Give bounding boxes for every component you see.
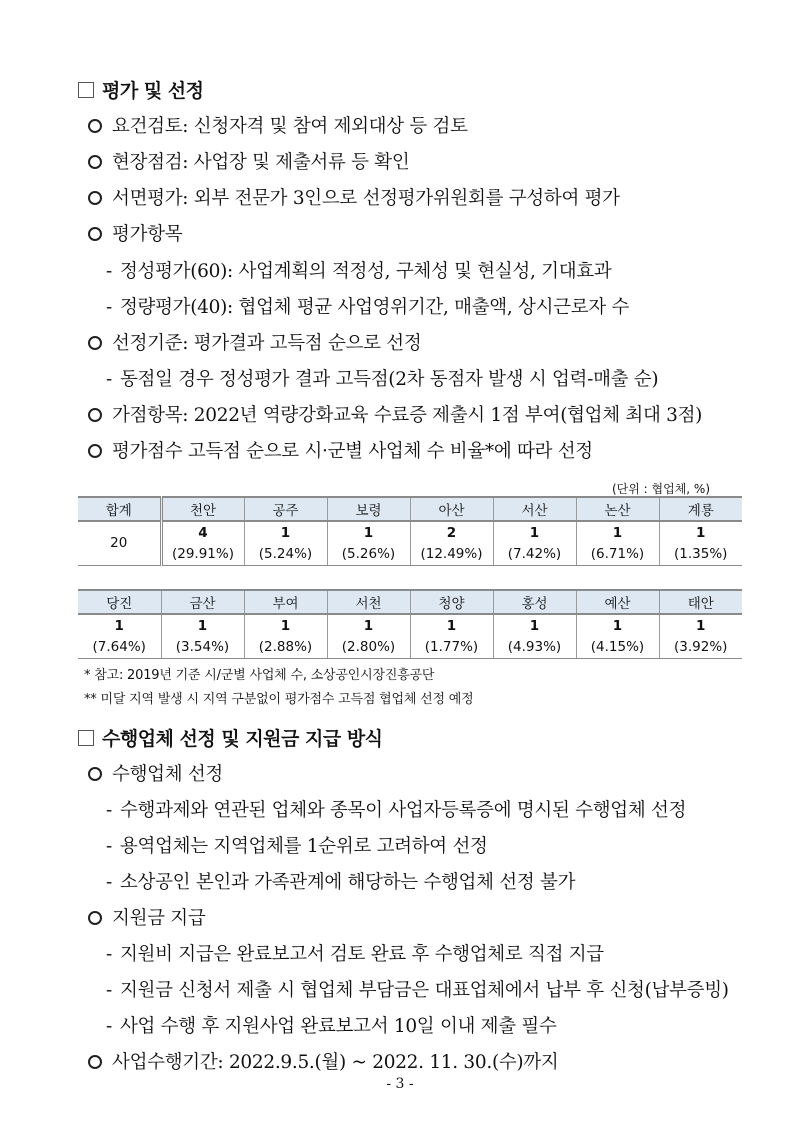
table-header-cell: 천안 [161, 497, 244, 521]
item-text: 사업수행기간: 2022.9.5.(월) ~ 2022. 11. 30.(수)까지 [112, 1052, 559, 1073]
section-title: 수행업체 선정 및 지원금 지급 방식 [102, 728, 383, 750]
item-text: 수행업체 선정 [112, 764, 224, 785]
sub-list-item [106, 1012, 557, 1038]
dash-bullet-icon: - [106, 872, 112, 893]
item-text: 용역업체는 지역업체를 1순위로 고려하여 선정 [119, 836, 488, 857]
circle-bullet-icon [88, 767, 102, 781]
item-text: 평가점수 고득점 순으로 시·군별 사업체 수 비율*에 따라 선정 [112, 441, 593, 462]
percent-cell: (6.71%) [576, 543, 659, 565]
list-item [88, 148, 409, 174]
square-bullet-icon [78, 730, 94, 746]
list-item [88, 437, 593, 463]
circle-bullet-icon [88, 155, 102, 169]
circle-bullet-icon [88, 191, 102, 205]
section-heading-contractor [78, 724, 383, 751]
count-cell: 1 [659, 521, 742, 543]
table-header-cell: 서산 [493, 497, 576, 521]
item-text: 평가항목 [112, 224, 183, 245]
percent-cell: (29.91%) [161, 543, 244, 565]
table-header-row [78, 590, 742, 614]
sub-list-item [106, 293, 629, 319]
table-unit-label: (단위 : 협업체, %) [611, 482, 710, 496]
sub-list-item [106, 976, 729, 1002]
table-header-cell: 부여 [244, 590, 327, 614]
table-header-row [78, 497, 742, 521]
table-header-cell: 논산 [576, 497, 659, 521]
dash-bullet-icon: - [106, 1016, 112, 1037]
dash-bullet-icon: - [106, 297, 112, 318]
section-heading-evaluation [78, 76, 204, 103]
circle-bullet-icon [88, 408, 102, 422]
count-cell: 1 [493, 614, 576, 636]
item-text: 사업 수행 후 지원사업 완료보고서 10일 이내 제출 필수 [119, 1016, 557, 1037]
count-cell: 1 [576, 521, 659, 543]
table-header-cell: 서천 [327, 590, 410, 614]
table-header-cell: 합계 [78, 497, 161, 521]
count-cell: 1 [493, 521, 576, 543]
table-footnote: * 참고: 2019년 기준 시/군별 사업체 수, 소상공인시장진흥공단 [84, 668, 435, 683]
list-item [88, 184, 620, 210]
item-text: 선정기준: 평가결과 고득점 순으로 선정 [112, 333, 422, 354]
table-row [78, 614, 742, 636]
circle-bullet-icon [88, 336, 102, 350]
table-header-cell: 청양 [410, 590, 493, 614]
percent-cell: (12.49%) [410, 543, 493, 565]
item-text: 정성평가(60): 사업계획의 적정성, 구체성 및 현실성, 기대효과 [119, 261, 612, 282]
dash-bullet-icon: - [106, 944, 112, 965]
table-header-cell: 홍성 [493, 590, 576, 614]
percent-cell: (5.26%) [327, 543, 410, 565]
circle-bullet-icon [88, 911, 102, 925]
percent-cell: (2.88%) [244, 636, 327, 658]
percent-cell: (4.93%) [493, 636, 576, 658]
list-item [88, 329, 421, 355]
item-text: 소상공인 본인과 가족관계에 해당하는 수행업체 선정 불가 [119, 872, 576, 893]
item-text: 수행과제와 연관된 업체와 종목이 사업자등록증에 명시된 수행업체 선정 [119, 800, 687, 821]
percent-cell: (5.24%) [244, 543, 327, 565]
count-cell: 1 [114, 617, 124, 634]
table-header-cell: 예산 [576, 590, 659, 614]
percent-cell: (1.35%) [659, 543, 742, 565]
percent-cell: (4.15%) [576, 636, 659, 658]
region-allocation-table-2 [78, 589, 742, 659]
table-header-cell: 공주 [244, 497, 327, 521]
section-title: 평가 및 선정 [102, 80, 204, 102]
circle-bullet-icon [88, 119, 102, 133]
sub-list-item [106, 365, 658, 391]
sub-list-item [106, 257, 611, 283]
item-text: 지원금 신청서 제출 시 협업체 부담금은 대표업체에서 납부 후 신청(납부증빙) [119, 980, 729, 1001]
percent-cell: (7.64%) [78, 636, 161, 658]
dash-bullet-icon: - [106, 836, 112, 857]
item-text: 지원비 지급은 완료보고서 검토 완료 후 수행업체로 직접 지급 [119, 944, 604, 965]
circle-bullet-icon [88, 227, 102, 241]
list-item [88, 401, 702, 427]
total-cell: 20 [78, 521, 161, 565]
count-cell: 1 [659, 614, 742, 636]
item-text: 요건검토: 신청자격 및 참여 제외대상 등 검토 [112, 116, 468, 137]
table-header-cell: 아산 [410, 497, 493, 521]
count-cell: 1 [327, 614, 410, 636]
percent-cell: (2.80%) [327, 636, 410, 658]
table-header-cell: 태안 [659, 590, 742, 614]
list-item [88, 112, 468, 138]
percent-cell: (1.77%) [410, 636, 493, 658]
item-text: 동점일 경우 정성평가 결과 고득점(2차 동점자 발생 시 업력-매출 순) [119, 369, 659, 390]
table-header-cell: 금산 [161, 590, 244, 614]
count-cell: 1 [327, 521, 410, 543]
dash-bullet-icon: - [106, 800, 112, 821]
item-text: 정량평가(40): 협업체 평균 사업영위기간, 매출액, 상시근로자 수 [119, 297, 630, 318]
table-footnote: ** 미달 지역 발생 시 지역 구분없이 평가점수 고득점 협업체 선정 예정 [84, 692, 474, 707]
sub-list-item [106, 868, 575, 894]
list-item [88, 904, 205, 930]
sub-list-item [106, 832, 488, 858]
item-text: 지원금 지급 [112, 908, 206, 929]
percent-cell: (3.54%) [161, 636, 244, 658]
region-allocation-table-1 [78, 496, 742, 566]
count-cell: 2 [410, 521, 493, 543]
list-item [88, 1048, 559, 1074]
table-row [78, 636, 742, 658]
table-row [78, 521, 742, 543]
sub-list-item [106, 940, 604, 966]
square-bullet-icon [78, 82, 94, 98]
dash-bullet-icon: - [106, 261, 112, 282]
count-cell: 1 [244, 521, 327, 543]
table-header-cell: 계룡 [659, 497, 742, 521]
count-cell: 1 [244, 614, 327, 636]
table-row [78, 543, 742, 565]
count-cell: 1 [576, 614, 659, 636]
count-cell: 1 [161, 614, 244, 636]
list-item [88, 220, 182, 246]
circle-bullet-icon [88, 1055, 102, 1069]
dash-bullet-icon: - [106, 369, 112, 390]
circle-bullet-icon [88, 444, 102, 458]
item-text: 현장점검: 사업장 및 제출서류 등 확인 [112, 152, 410, 173]
count-cell: 4 [161, 521, 244, 543]
sub-list-item [106, 796, 686, 822]
table-header-cell: 보령 [327, 497, 410, 521]
percent-cell: (7.42%) [493, 543, 576, 565]
item-text: 서면평가: 외부 전문가 3인으로 선정평가위원회를 구성하여 평가 [112, 188, 620, 209]
percent-cell: (3.92%) [659, 636, 742, 658]
table-header-cell: 당진 [78, 590, 161, 614]
dash-bullet-icon: - [106, 980, 112, 1001]
item-text: 가점항목: 2022년 역량강화교육 수료증 제출시 1점 부여(협업체 최대 3점) [112, 405, 703, 426]
count-cell: 1 [410, 614, 493, 636]
list-item [88, 760, 223, 786]
page-number: - 3 - [386, 1076, 414, 1092]
